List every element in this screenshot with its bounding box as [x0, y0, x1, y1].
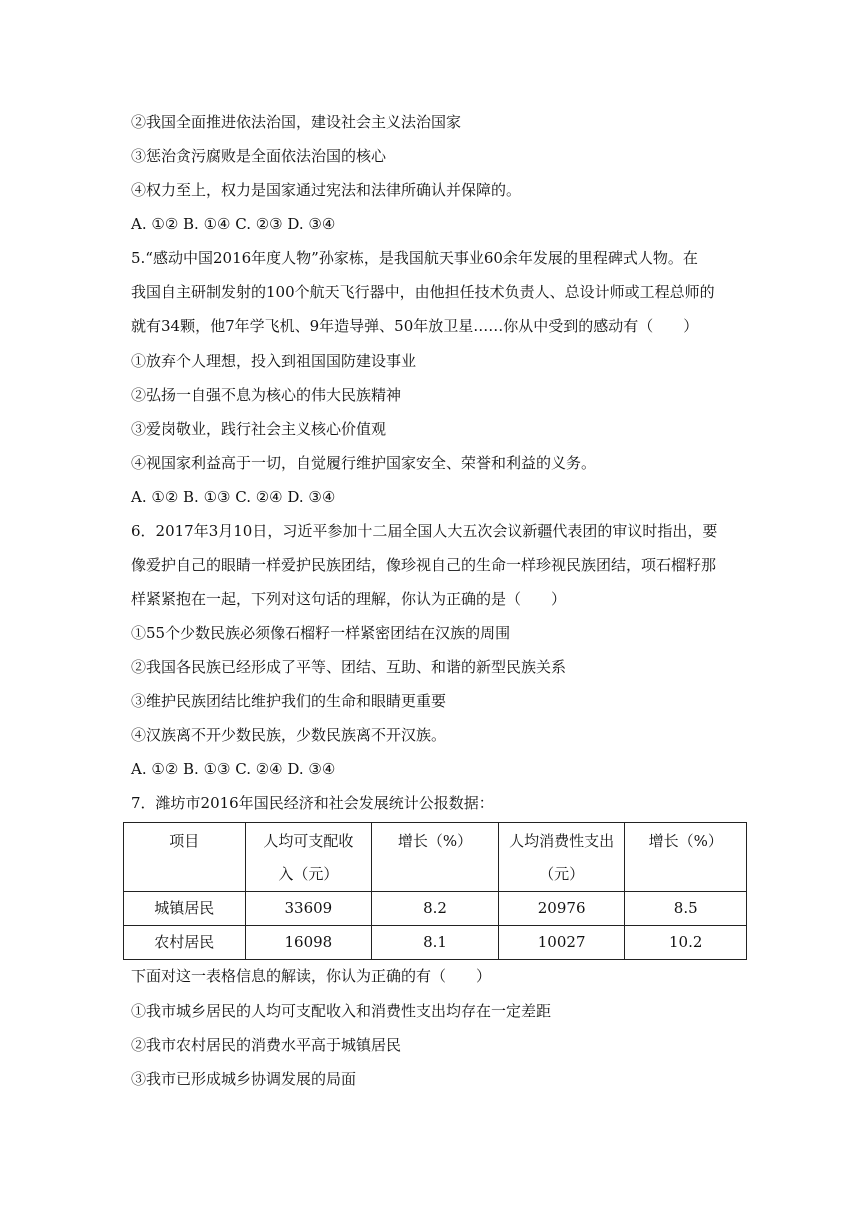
table-cell: 10.2 [625, 926, 747, 960]
table-cell: 20976 [498, 892, 625, 926]
q7-option-2: ②我市农村居民的消费水平高于城镇居民 [131, 1036, 402, 1054]
q4-option-3: ③惩治贪污腐败是全面依法治国的核心 [131, 147, 387, 165]
table-header-text: 人均可支配收入（元） [263, 832, 354, 883]
table-cell: 农村居民 [124, 926, 246, 960]
q4-option-2: ②我国全面推进依法治国，建设社会主义法治国家 [131, 113, 462, 131]
q7-question: 下面对这一表格信息的解读，你认为正确的有（ ） [131, 967, 492, 985]
table-cell: 8.5 [625, 892, 747, 926]
table-cell: 16098 [245, 926, 372, 960]
q6-stem-line-2: 像爱护自己的眼睛一样爱护民族团结，像珍视自己的生命一样珍视民族团结，项石榴籽那 [131, 556, 717, 574]
q5-stem-line-1: 5.“感动中国2016年度人物”孙家栋，是我国航天事业60余年发展的里程碑式人物。在 [131, 249, 698, 267]
q6-stem-line-3: 样紧紧抱在一起，下列对这句话的理解，你认为正确的是（ ） [131, 590, 567, 608]
table-cell: 8.2 [372, 892, 499, 926]
q7-stem: 7．潍坊市2016年国民经济和社会发展统计公报数据： [131, 794, 494, 812]
table-cell: 城镇居民 [124, 892, 246, 926]
q6-option-1: ①55个少数民族必须像石榴籽一样紧密团结在汉族的周围 [131, 624, 511, 642]
q4-option-4: ④权力至上，权力是国家通过宪法和法律所确认并保障的。 [131, 181, 522, 199]
table-header-cell: 增长（%） [372, 823, 499, 892]
q5-option-2: ②弘扬一自强不息为核心的伟大民族精神 [131, 386, 402, 404]
statistics-table [123, 822, 747, 960]
q5-stem-line-2: 我国自主研制发射的100个航天飞行器中，由他担任技术负责人、总设计师或工程总师的 [131, 283, 715, 301]
q6-option-2: ②我国各民族已经形成了平等、团结、互助、和谐的新型民族关系 [131, 658, 567, 676]
q5-stem-line-3: 就有34颗，他7年学飞机、9年造导弹、50年放卫星……你从中受到的感动有（ ） [131, 317, 699, 335]
q5-choices: A. ①② B. ①③ C. ②④ D. ③④ [131, 488, 336, 506]
table-cell: 10027 [498, 926, 625, 960]
table-header-text: 人均消费性支出（元） [509, 832, 615, 883]
q6-stem-line-1: 6．2017年3月10日，习近平参加十二届全国人大五次会议新疆代表团的审议时指出，要 [131, 522, 718, 540]
q4-choices: A. ①② B. ①④ C. ②③ D. ③④ [131, 215, 336, 233]
table-header-cell: 增长（%） [625, 823, 747, 892]
table-row [124, 892, 747, 926]
q6-option-4: ④汉族离不开少数民族，少数民族离不开汉族。 [131, 726, 447, 744]
q6-choices: A. ①② B. ①③ C. ②④ D. ③④ [131, 760, 336, 778]
table-row [124, 926, 747, 960]
q7-option-3: ③我市已形成城乡协调发展的局面 [131, 1070, 357, 1088]
table-header-cell: 项目 [124, 823, 246, 892]
q5-option-4: ④视国家利益高于一切，自觉履行维护国家安全、荣誉和利益的义务。 [131, 454, 597, 472]
table-header-row [124, 823, 747, 892]
q5-option-3: ③爱岗敬业，践行社会主义核心价值观 [131, 420, 387, 438]
q6-option-3: ③维护民族团结比维护我们的生命和眼睛更重要 [131, 692, 447, 710]
table-header-cell [245, 823, 372, 892]
q7-option-1: ①我市城乡居民的人均可支配收入和消费性支出均存在一定差距 [131, 1002, 552, 1020]
q5-option-1: ①放弃个人理想，投入到祖国国防建设事业 [131, 352, 417, 370]
table-cell: 33609 [245, 892, 372, 926]
table-cell: 8.1 [372, 926, 499, 960]
table-header-cell [498, 823, 625, 892]
